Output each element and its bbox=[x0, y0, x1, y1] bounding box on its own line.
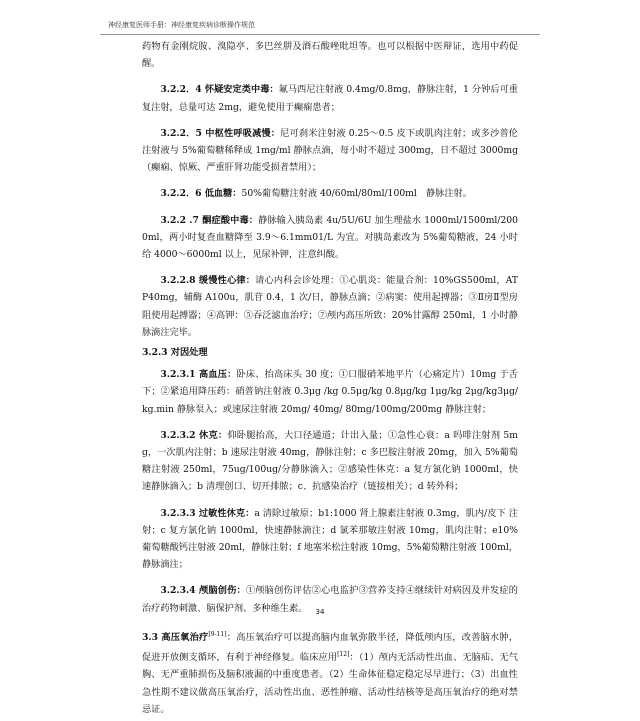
paragraph-heading: 3.2.2 .7 酮症酸中毒： bbox=[160, 214, 259, 226]
paragraph-p5 bbox=[142, 212, 518, 264]
paragraph-heading: 3.2.3.3 过敏性休克： bbox=[160, 507, 255, 519]
paragraph-heading: 3.2.3.4 颅脑创伤： bbox=[160, 585, 246, 597]
citation-superscript: [9-11] bbox=[208, 630, 227, 638]
paragraph-text: ①颅脑创伤评估②心电监护③营养支持④继续针对病因及并发症的治疗药物刺激、脑保护剂、多种维生素。 bbox=[142, 585, 518, 614]
paragraph-text: a 清除过敏原；b1:1000 肾上腺素注射液 0.3mg，肌内/皮下 注射；c 复方氯化钠 1000ml，快速静脉滴注；d 氯苯那敏注射液 10mg，肌肉注射；e10%葡萄糖酸钙注射液 20ml，静脉注射；f 地塞米松注射液 10mg，5%葡萄糖注射液 100ml，静脉滴注； bbox=[142, 507, 518, 571]
paragraph-q3 bbox=[142, 505, 518, 574]
paragraph-text: 仰卧腿抬高，大口径通道；计出入量；①急性心衰：a 吗啡注射剂 5mg，一次肌内注射；b 速尿注射液 40mg，静脉注射；c 多巴胺注射液 20mg，加入 5%葡萄糖注射液 250ml，75ug/100ug/分静脉滴入；②感染性休克：a 复方氯化钠 1000ml，快速静脉滴入；b 清理创口、切开排脓；c、抗感染治疗（链接相关）；d 转外科； bbox=[142, 429, 518, 493]
paragraph-q1 bbox=[142, 366, 518, 418]
document-body bbox=[142, 38, 518, 721]
running-header: 神经康复医师手册：神经康复疾病诊断操作规范 bbox=[108, 21, 255, 29]
paragraph-text: 50%葡萄糖注射液 40/60ml/80ml/100ml 静脉注射。 bbox=[241, 188, 472, 200]
paragraph-text: ：高压氧治疗可以提高脑内血氧弥散半径，降低颅内压，改善脑水肿，促进开放侧支循环，有利于神经修复。临床应用 bbox=[142, 631, 519, 664]
paragraph-heading: 3.2.2.8 缓慢性心律： bbox=[160, 275, 256, 287]
paragraph-p6 bbox=[142, 272, 518, 341]
paragraph-p3 bbox=[142, 125, 518, 177]
header-rule bbox=[100, 34, 540, 35]
paragraph-text: 氟马西尼注射液 0.4mg/0.8mg，静脉注射，1 分钟后可重复注射，总量可达 2mg，避免使用于癫痫患者； bbox=[142, 84, 518, 113]
citation-superscript: [12] bbox=[337, 651, 350, 659]
document-page bbox=[100, 16, 540, 715]
paragraph-heading: 3.2.2．4 怀疑安定类中毒： bbox=[160, 84, 279, 96]
section-heading: 3.2.3 对因处理 bbox=[142, 347, 208, 359]
paragraph-p4 bbox=[142, 185, 518, 202]
page-number: 34 bbox=[315, 608, 325, 616]
paragraph-heading: 3.2.2．6 低血糖： bbox=[160, 188, 242, 200]
paragraph-text: 静脉输入胰岛素 4u/5U/6U 加生理盐水 1000ml/1500ml/2000ml，两小时复查血糖降至 3.9～6.1mm01/L 为宜。对胰岛素改为 5%葡萄糖液，24 小时给 4000～6000ml 以上，见尿补钾，注意纠酸。 bbox=[142, 214, 518, 261]
paragraph-text: 药物有金刚烷胺、溴隐亭、多巴丝肼及酒石酸唑吡坦等。也可以根据中医辩证，选用中药促醒。 bbox=[142, 41, 518, 70]
paragraph-heading: 3.2.3.2 休克： bbox=[160, 429, 228, 441]
paragraph-p2 bbox=[142, 81, 518, 115]
paragraph-q2 bbox=[142, 427, 518, 496]
paragraph-p1 bbox=[142, 38, 518, 72]
paragraph-text: 尼可刹米注射液 0.25～0.5 皮下或肌肉注射；或多沙普伦注射液与 5%葡萄糖稀释成 1mg/ml 静脉点滴，每小时不超过 300mg，日不超过 3000mg（癫痫、惊厥、严重肝肾功能受损者禁用）； bbox=[142, 127, 518, 174]
paragraph-text: 请心内科会诊处理：①心肌炎：能量合剂：10%GS500ml，ATP40mg，辅酶 A100u，肌苷 0.4，1 次/日，静脉点滴；②病窦：使用起搏器；③Ⅱ房Ⅱ型房阻使用起搏器；④高钾：⑤吞泛滤血治疗；⑦颅内高压所致：20%甘露醇 250ml，1 小时静脉滴注完毕。 bbox=[142, 275, 519, 338]
paragraph-heading: 3.2.3.1 高血压： bbox=[160, 369, 237, 381]
paragraph-heading: 3.2.2．5 中枢性呼吸减慢： bbox=[160, 127, 281, 139]
paragraph-text: 卧床、抬高床头 30 度；①口服硝苯地平片（心痛定片）10mg 于舌下；②紧追用降压药：硝普钠注射液 0.3μg /kg 0.5μg/kg 0.8μg/kg 1μg/kg 2μg/kg3μg/kg.min 静脉泵入；或速尿注射液 20mg/ 40mg/ 80mg/100mg/200mg 静脉注射； bbox=[142, 369, 518, 415]
paragraph-text: ：（1）颅内无活动性出血、无脑疝、无气胸、无严重肺损伤及脑积液漏的中重度患者。（2）生命体征稳定稳定尽早进行；（3）出血性急性期不建议做高压氧治疗，活动性出血、恶性肿瘤、活动性结核等是高压氧治疗的绝对禁忌证。 bbox=[142, 652, 518, 715]
paragraph-heading: 3.3 高压氧治疗 bbox=[142, 631, 209, 643]
